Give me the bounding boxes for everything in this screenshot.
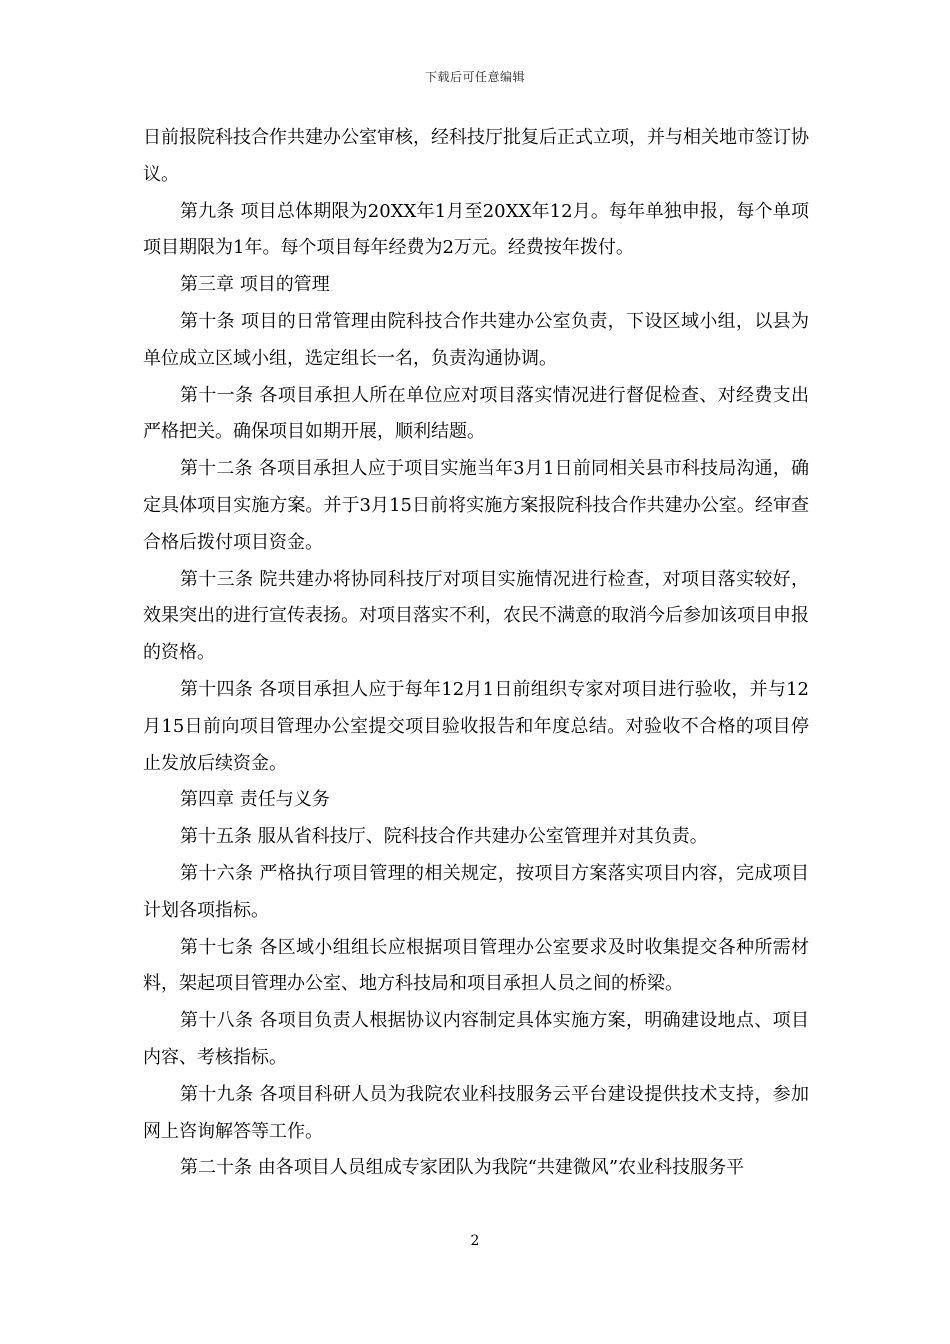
paragraph-continuation: 日前报院科技合作共建办公室审核，经科技厅批复后正式立项，并与相关地市签订协议。 bbox=[143, 127, 809, 185]
document-body bbox=[143, 120, 809, 1187]
page-header-note: 下载后可任意编辑 bbox=[424, 70, 525, 84]
paragraph-article-18: 第十八条 各项目负责人根据协议内容制定具体实施方案，明确建设地点、项目内容、考核指标。 bbox=[143, 1010, 809, 1068]
chapter-heading-4: 第四章 责任与义务 bbox=[180, 789, 330, 811]
paragraph-article-15: 第十五条 服从省科技厅、院科技合作共建办公室管理并对其负责。 bbox=[180, 826, 708, 848]
paragraph-article-11: 第十一条 各项目承担人所在单位应对项目落实情况进行督促检查、对经费支出严格把关。确保项目如期开展，顺利结题。 bbox=[143, 384, 809, 443]
paragraph-article-20: 第二十条 由各项目人员组成专家团队为我院“共建微风”农业科技服务平 bbox=[180, 1157, 745, 1179]
paragraph-article-14: 第十四条 各项目承担人应于每年12月1日前组织专家对项目进行验收，并与12月15日前向项目管理办公室提交项目验收报告和年度总结。对验收不合格的项目停止发放后续资金。 bbox=[143, 678, 809, 774]
paragraph-article-19: 第十九条 各项目科研人员为我院农业科技服务云平台建设提供技术支持，参加网上咨询解答等工作。 bbox=[143, 1083, 809, 1142]
paragraph-article-12: 第十二条 各项目承担人应于项目实施当年3月1日前同相关县市科技局沟通，确定具体项目实施方案。并于3月15日前将实施方案报院科技合作共建办公室。经审查合格后拨付项目资金。 bbox=[143, 458, 809, 553]
paragraph-article-13: 第十三条 院共建办将协同科技厅对项目实施情况进行检查，对项目落实较好，效果突出的进行宣传表扬。对项目落实不利，农民不满意的取消今后参加该项目申报的资格。 bbox=[143, 568, 809, 664]
page-number: 2 bbox=[470, 1233, 480, 1249]
chapter-heading-3: 第三章 项目的管理 bbox=[180, 274, 330, 296]
paragraph-article-16: 第十六条 严格执行项目管理的相关规定，按项目方案落实项目内容，完成项目计划各项指标。 bbox=[143, 862, 809, 921]
paragraph-article-10: 第十条 项目的日常管理由院科技合作共建办公室负责，下设区域小组，以县为单位成立区域小组，选定组长一名，负责沟通协调。 bbox=[143, 310, 809, 369]
paragraph-article-9: 第九条 项目总体期限为20XX年1月至20XX年12月。每年单独申报，每个单项项目期限为1年。每个项目每年经费为2万元。经费按年拨付。 bbox=[143, 200, 809, 259]
paragraph-article-17: 第十七条 各区域小组组长应根据项目管理办公室要求及时收集提交各种所需材料，架起项目管理办公室、地方科技局和项目承担人员之间的桥梁。 bbox=[143, 936, 809, 995]
